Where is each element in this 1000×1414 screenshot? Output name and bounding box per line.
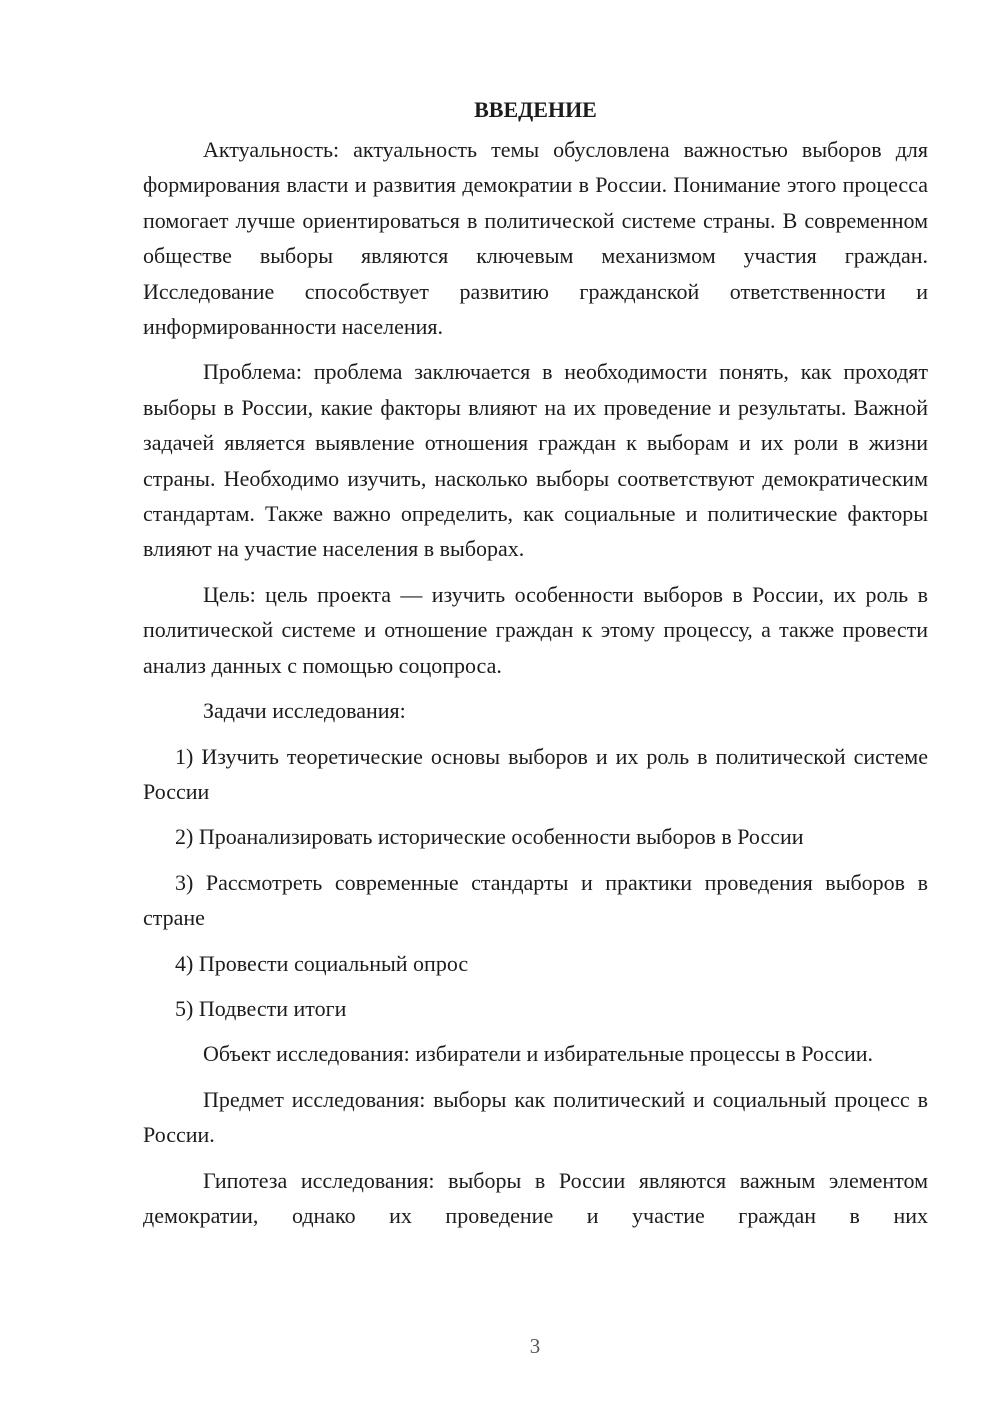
task-item-4: 4) Провести социальный опрос bbox=[175, 950, 469, 976]
paragraph-problem: Проблема: проблема заключается в необходимости понять, как проходят выборы в России, какие факторы влияют на их проведение и результаты. Важной задачей является выявление отношения граждан к выборам и их роли в жизни страны. Необходимо изучить, насколько выборы соответствуют демократическим стандартам. Также важно определить, как социальные и политические факторы влияют на участие населения в выборах. bbox=[143, 359, 928, 562]
paragraph-relevance: Актуальность: актуальность темы обусловлена важностью выборов для формирования власти и развития демократии в России. Понимание этого процесса помогает лучше ориентироваться в политической системе страны. В современном обществе выборы являются ключевым механизмом участия граждан. Исследование способствует развитию гражданской ответственности и информированности населения. bbox=[143, 137, 928, 340]
paragraph-subject: Предмет исследования: выборы как политический и социальный процесс в России. bbox=[143, 1086, 928, 1148]
section-heading: ВВЕДЕНИЕ bbox=[474, 97, 597, 122]
page-number: 3 bbox=[529, 1334, 541, 1358]
task-item-5: 5) Подвести итоги bbox=[175, 995, 347, 1021]
task-item-1: 1) Изучить теоретические основы выборов и их роль в политической системе России bbox=[143, 743, 928, 804]
paragraph-tasks-intro: Задачи исследования: bbox=[203, 698, 406, 724]
task-item-2: 2) Проанализировать исторические особенности выборов в России bbox=[175, 824, 804, 850]
paragraph-object: Объект исследования: избиратели и избирательные процессы в России. bbox=[203, 1041, 874, 1067]
task-item-3: 3) Рассмотреть современные стандарты и практики проведения выборов в стране bbox=[143, 869, 928, 931]
paragraph-hypothesis: Гипотеза исследования: выборы в России являются важным элементом демократии, однако их проведение и участие граждан в них bbox=[143, 1167, 928, 1228]
document-page bbox=[143, 92, 928, 1243]
paragraph-goal: Цель: цель проекта — изучить особенности выборов в России, их роль в политической системе и отношение граждан к этому процессу, а также провести анализ данных с помощью соцопроса. bbox=[143, 581, 928, 678]
